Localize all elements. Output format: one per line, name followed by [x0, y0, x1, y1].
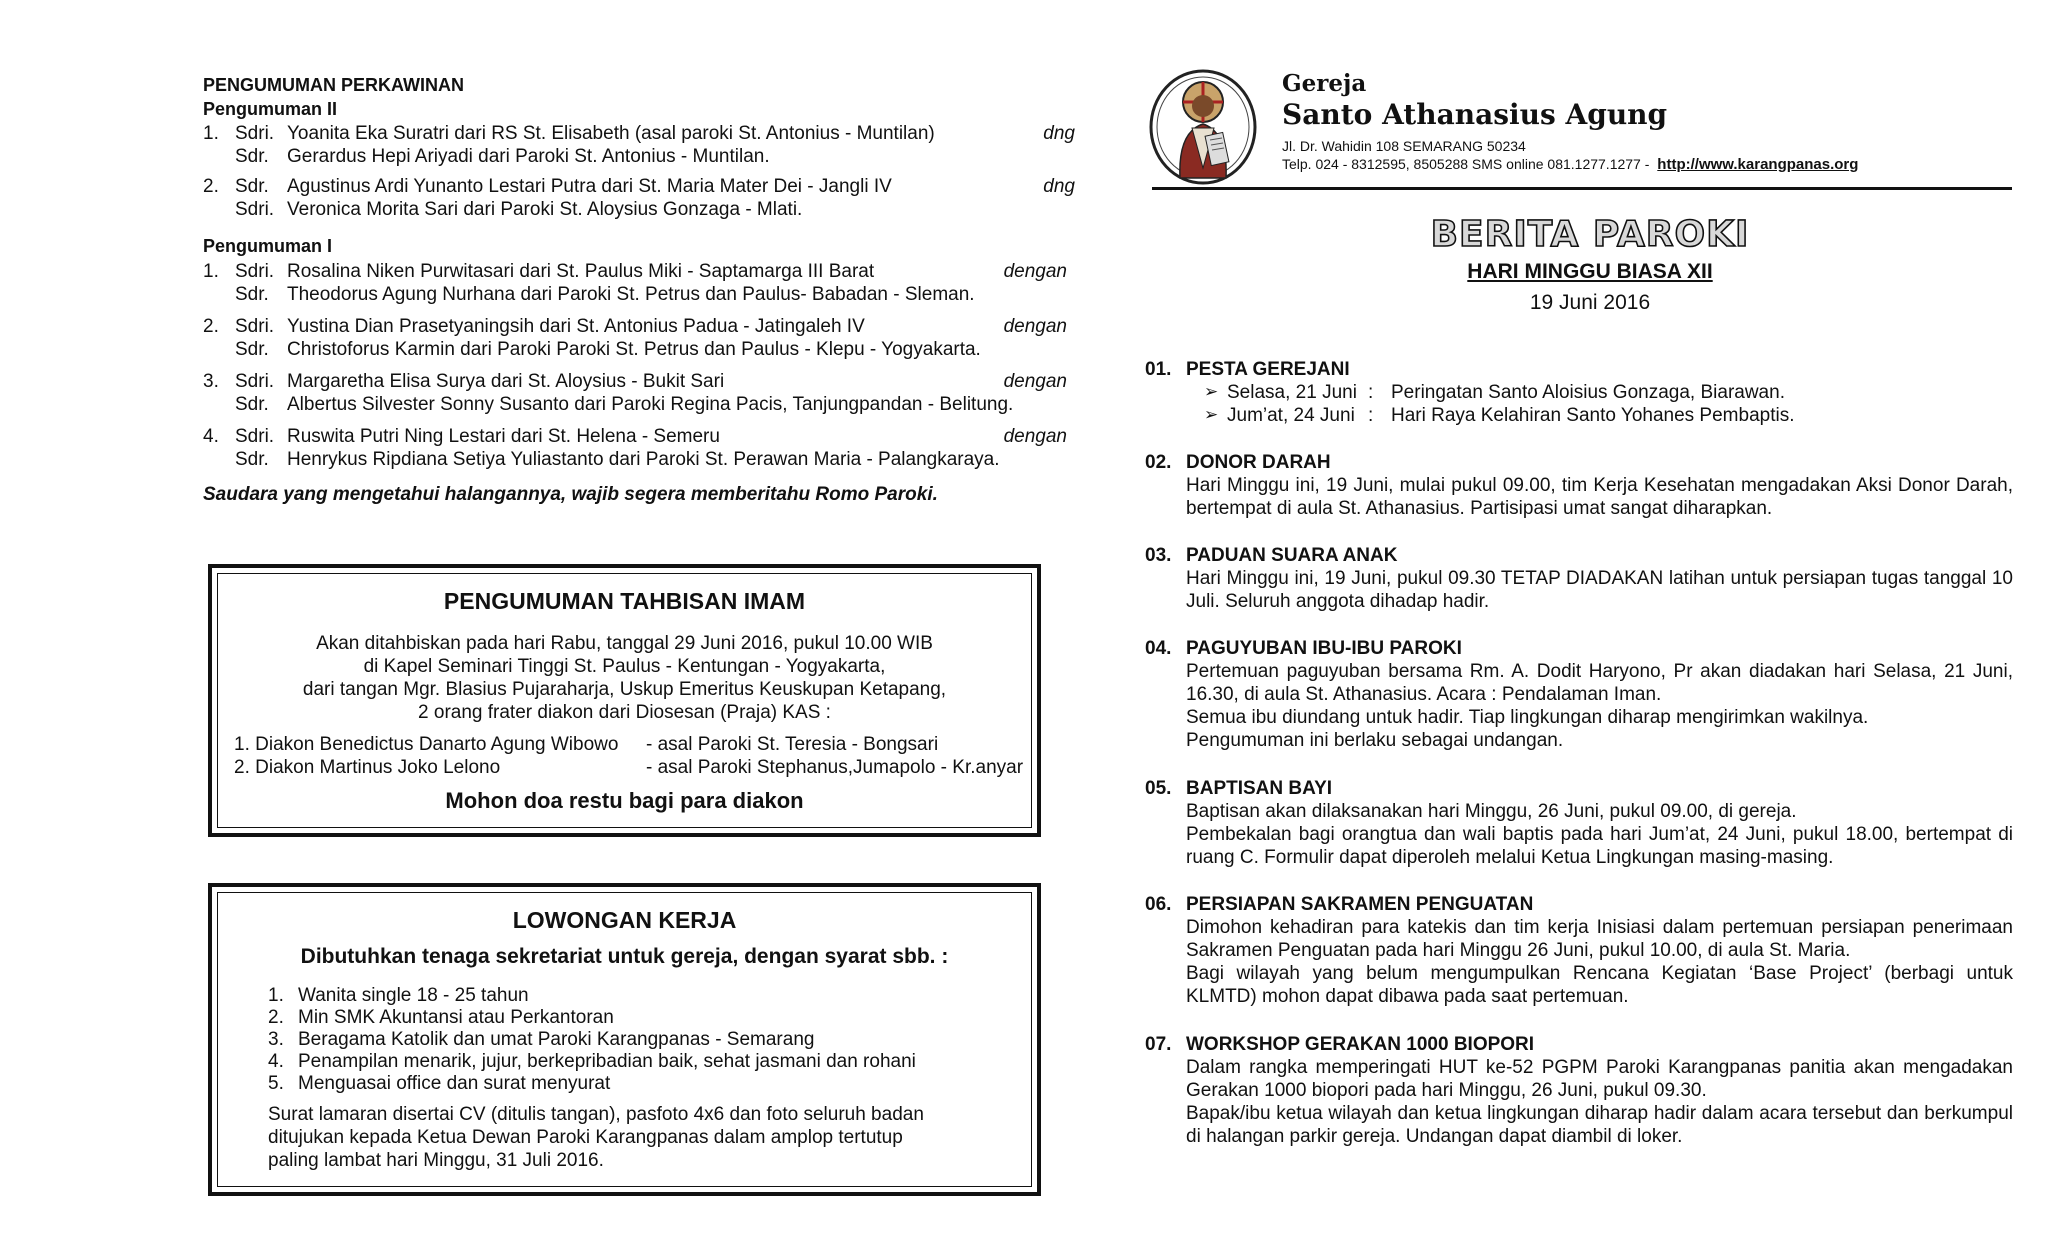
- item-text: Min SMK Akuntansi atau Perkantoran: [298, 1007, 614, 1028]
- feast-day: Jum’at, 24 Juni: [1227, 405, 1355, 426]
- church-address: Jl. Dr. Wahidin 108 SEMARANG 50234: [1282, 138, 1526, 154]
- groom-line: Albertus Silvester Sonny Susanto dari Paroki Regina Pacis, Tanjungpandan - Belitung.: [287, 394, 1014, 415]
- section-paduan-suara: [1145, 544, 2013, 613]
- title: Sdri.: [235, 123, 275, 144]
- bride-line: Ruswita Putri Ning Lestari dari St. Helena - Semeru: [287, 426, 720, 447]
- deacon-origin: - asal Paroki Stephanus,Jumapolo - Kr.anyar: [646, 757, 1024, 778]
- section-text: Bapak/ibu ketua wilayah dan ketua lingkungan diharap hadir dalam acara tersebut dan berkumpul di halangan parkir gereja. Undangan dapat diambil di loker.: [1186, 1103, 2013, 1147]
- conjunction: dengan: [1003, 316, 1067, 337]
- list-item: [268, 985, 1017, 1007]
- bulletin-title: BERITA PAROKI: [1430, 214, 1750, 255]
- separator: :: [1368, 382, 1374, 403]
- list-item: [268, 1007, 1017, 1029]
- text-line: ditujukan kepada Ketua Dewan Paroki Karangpanas dalam amplop tertutup: [268, 1127, 903, 1148]
- separator: :: [1368, 405, 1374, 426]
- church-prefix: Gereja: [1282, 70, 1367, 97]
- section-title: PADUAN SUARA ANAK: [1186, 545, 1398, 566]
- item-text: Wanita single 18 - 25 tahun: [298, 985, 529, 1006]
- warning-note: Saudara yang mengetahui halangannya, wajib segera memberitahu Romo Paroki.: [203, 484, 938, 505]
- bride-line: Yustina Dian Prasetyaningsih dari St. Antonius Padua - Jatingaleh IV: [287, 316, 865, 337]
- deacon-row: [222, 757, 1037, 780]
- feast-day: Selasa, 21 Juni: [1227, 382, 1357, 403]
- item-number: 3.: [268, 1029, 284, 1050]
- section-text: Baptisan akan dilaksanakan hari Minggu, 26 Juni, pukul 09.00, di gereja.: [1186, 801, 1797, 822]
- item-number: 5.: [268, 1073, 284, 1094]
- bride-line: Yoanita Eka Suratri dari RS St. Elisabeth (asal paroki St. Antonius - Muntilan): [287, 123, 935, 144]
- title: Sdri.: [235, 426, 275, 447]
- perkawinan-title: PENGUMUMAN PERKAWINAN: [203, 75, 464, 95]
- item-text: Penampilan menarik, jujur, berkepribadian baik, sehat jasmani dan rohani: [298, 1051, 916, 1072]
- pengumuman-2-label: Pengumuman II: [203, 99, 338, 119]
- marriage-row: [203, 316, 1073, 339]
- feast-name: Peringatan Santo Aloisius Gonzaga, Biarawan.: [1391, 382, 1785, 403]
- marriage-row: [203, 199, 1073, 222]
- list-item: [268, 1073, 1017, 1095]
- section-donor-darah: [1145, 451, 2013, 520]
- section-number: 03.: [1145, 545, 1172, 566]
- section-text: Dimohon kehadiran para katekis dan tim kerja Inisiasi dalam pertemuan persiapan penerimaan Sakramen Penguatan pada hari Minggu 26 Juni, pukul 10.00, di aula St. Maria.: [1186, 917, 2013, 961]
- title: Sdr.: [235, 284, 269, 305]
- bride-line: Rosalina Niken Purwitasari dari St. Paulus Miki - Saptamarga III Barat: [287, 261, 875, 282]
- feast-name: Hari Raya Kelahiran Santo Yohanes Pembaptis.: [1391, 405, 1795, 426]
- feast-row: [1145, 404, 2013, 427]
- deacon-row: [222, 734, 1037, 757]
- item-number: 3.: [203, 371, 219, 392]
- marriage-row: [203, 123, 1073, 146]
- text-line: dari tangan Mgr. Blasius Pujaraharja, Uskup Emeritus Keuskupan Ketapang,: [302, 679, 947, 700]
- deacon-origin: - asal Paroki St. Teresia - Bongsari: [646, 734, 939, 755]
- section-text: Dalam rangka memperingati HUT ke-52 PGPM Paroki Karangpanas panitia akan mengadakan Gerakan 1000 biopori pada hari Minggu, 26 Juni, pukul 09.30.: [1186, 1057, 2013, 1101]
- section-title: PESTA GEREJANI: [1186, 359, 1350, 380]
- item-number: 1.: [203, 123, 219, 144]
- section-text: Pertemuan paguyuban bersama Rm. A. Dodit Haryono, Pr akan diadakan hari Selasa, 21 Juni, 16.30, di aula St. Athanasius. Acara : Pendalaman Iman.: [1186, 661, 2013, 705]
- item-number: 1.: [268, 985, 284, 1006]
- marriage-row: [203, 261, 1073, 284]
- website-link[interactable]: http://www.karangpanas.org: [1657, 156, 1859, 173]
- title: Sdr.: [235, 176, 269, 197]
- text-line: Akan ditahbiskan pada hari Rabu, tanggal 29 Juni 2016, pukul 10.00 WIB: [316, 633, 933, 654]
- section-number: 01.: [1145, 359, 1172, 380]
- pengumuman-1-label: Pengumuman I: [203, 236, 333, 256]
- item-number: 2.: [203, 316, 219, 337]
- groom-line: Theodorus Agung Nurhana dari Paroki St. Petrus dan Paulus- Babadan - Sleman.: [287, 284, 975, 305]
- title: Sdri.: [235, 261, 275, 282]
- pengumuman-2-list: [203, 123, 1073, 222]
- conjunction: dengan: [1003, 261, 1067, 282]
- deacon-name: 2. Diakon Martinus Joko Lelono: [234, 757, 501, 778]
- title: Sdr.: [235, 394, 269, 415]
- marriage-row: [203, 339, 1073, 362]
- marriage-row: [203, 449, 1073, 472]
- marriage-row: [203, 394, 1073, 417]
- tahbisan-title: PENGUMUMAN TAHBISAN IMAM: [443, 588, 806, 614]
- conjunction: dengan: [1003, 371, 1067, 392]
- section-text: Hari Minggu ini, 19 Juni, mulai pukul 09.00, tim Kerja Kesehatan mengadakan Aksi Donor Darah, bertempat di aula St. Athanasius. Partisipasi umat sangat diharapkan.: [1186, 475, 2013, 519]
- section-title: PERSIAPAN SAKRAMEN PENGUATAN: [1186, 894, 1534, 915]
- tahbisan-closing: Mohon doa restu bagi para diakon: [445, 788, 804, 813]
- conjunction: dng: [1043, 123, 1075, 144]
- requirements-list: [268, 985, 1017, 1095]
- header-divider: [1152, 187, 2012, 190]
- groom-line: Agustinus Ardi Yunanto Lestari Putra dari St. Maria Mater Dei - Jangli IV: [287, 176, 892, 197]
- pengumuman-1-list: [203, 261, 1073, 472]
- section-number: 06.: [1145, 894, 1172, 915]
- groom-line: Gerardus Hepi Ariyadi dari Paroki St. Antonius - Muntilan.: [287, 146, 770, 167]
- section-text: Pengumuman ini berlaku sebagai undangan.: [1186, 730, 1564, 751]
- church-contact: [1282, 155, 1858, 174]
- section-number: 04.: [1145, 638, 1172, 659]
- deacon-list: [222, 734, 1037, 780]
- section-text: Hari Minggu ini, 19 Juni, pukul 09.30 TETAP DIADAKAN latihan untuk persiapan tugas tanggal 10 Juli. Seluruh anggota dihadap hadir.: [1186, 568, 2013, 612]
- conjunction: dng: [1043, 176, 1075, 197]
- section-title: BAPTISAN BAYI: [1186, 778, 1333, 799]
- section-title: PAGUYUBAN IBU-IBU PAROKI: [1186, 638, 1462, 659]
- liturgical-day: HARI MINGGU BIASA XII: [1467, 260, 1713, 283]
- section-text: Pembekalan bagi orangtua dan wali baptis pada hari Jum’at, 24 Juni, pukul 18.00, bertempat di ruang C. Formulir dapat diperoleh melalui Ketua Lingkungan masing-masing.: [1186, 824, 2013, 868]
- section-text: Semua ibu diundang untuk hadir. Tiap lingkungan diharap mengirimkan wakilnya.: [1186, 707, 1869, 728]
- section-paguyuban: [1145, 637, 2013, 752]
- list-item: [268, 1029, 1017, 1051]
- marriage-row: [203, 284, 1073, 307]
- section-baptisan: [1145, 777, 2013, 869]
- section-number: 02.: [1145, 452, 1172, 473]
- section-text: Bagi wilayah yang belum mengumpulkan Rencana Kegiatan ‘Base Project’ (berbagi untuk KLMTD) mohon dapat dibawa pada saat pertemuan.: [1186, 963, 2013, 1007]
- title: Sdr.: [235, 146, 269, 167]
- item-number: 4.: [268, 1051, 284, 1072]
- text-line: di Kapel Seminari Tinggi St. Paulus - Kentungan - Yogyakarta,: [363, 656, 886, 677]
- lowongan-subtitle: Dibutuhkan tenaga sekretariat untuk gereja, dengan syarat sbb. :: [300, 945, 949, 968]
- marriage-row: [203, 146, 1073, 169]
- text-line: Surat lamaran disertai CV (ditulis tangan), pasfoto 4x6 dan foto seluruh badan: [268, 1104, 924, 1125]
- arrow-icon: ➢: [1204, 382, 1219, 402]
- section-number: 07.: [1145, 1034, 1172, 1055]
- list-item: [268, 1051, 1017, 1073]
- phone-text: Telp. 024 - 8312595, 8505288 SMS online 081.1277.1277 -: [1282, 156, 1650, 172]
- feast-row: [1145, 381, 2013, 404]
- title: Sdr.: [235, 449, 269, 470]
- section-title: DONOR DARAH: [1186, 452, 1331, 473]
- tahbisan-text: [212, 632, 1037, 724]
- church-logo: [1148, 68, 1258, 186]
- title: Sdri.: [235, 316, 275, 337]
- title: Sdr.: [235, 339, 269, 360]
- marriage-row: [203, 426, 1073, 449]
- item-number: 2.: [268, 1007, 284, 1028]
- section-sakramen-penguatan: [1145, 893, 2013, 1008]
- item-text: Menguasai office dan surat menyurat: [298, 1073, 611, 1094]
- deacon-name: 1. Diakon Benedictus Danarto Agung Wibowo: [234, 734, 619, 755]
- section-pesta-gerejani: [1145, 358, 2013, 427]
- conjunction: dengan: [1003, 426, 1067, 447]
- church-name: Santo Athanasius Agung: [1282, 98, 1668, 131]
- text-line: 2 orang frater diakon dari Diosesan (Praja) KAS :: [418, 702, 831, 723]
- arrow-icon: ➢: [1204, 405, 1219, 425]
- lowongan-box: [208, 883, 1041, 1196]
- item-text: Beragama Katolik dan umat Paroki Karangpanas - Semarang: [298, 1029, 815, 1050]
- groom-line: Henrykus Ripdiana Setiya Yuliastanto dari Paroki St. Perawan Maria - Palangkaraya.: [287, 449, 1000, 470]
- item-number: 1.: [203, 261, 219, 282]
- lowongan-title: LOWONGAN KERJA: [512, 907, 737, 933]
- text-line: paling lambat hari Minggu, 31 Juli 2016.: [268, 1150, 604, 1171]
- tahbisan-box: [208, 564, 1041, 837]
- marriage-row: [203, 176, 1073, 199]
- item-number: 4.: [203, 426, 219, 447]
- groom-line: Christoforus Karmin dari Paroki Paroki St. Petrus dan Paulus - Klepu - Yogyakarta.: [287, 339, 981, 360]
- marriage-row: [203, 371, 1073, 394]
- item-number: 2.: [203, 176, 219, 197]
- section-title: WORKSHOP GERAKAN 1000 BIOPORI: [1186, 1034, 1535, 1055]
- title: Sdri.: [235, 199, 275, 220]
- section-number: 05.: [1145, 778, 1172, 799]
- title: Sdri.: [235, 371, 275, 392]
- bride-line: Veronica Morita Sari dari Paroki St. Aloysius Gonzaga - Mlati.: [287, 199, 803, 220]
- bulletin-date: 19 Juni 2016: [1529, 291, 1651, 314]
- section-workshop-biopori: [1145, 1033, 2013, 1148]
- bride-line: Margaretha Elisa Surya dari St. Aloysius - Bukit Sari: [287, 371, 725, 392]
- lowongan-footer: [268, 1103, 1017, 1172]
